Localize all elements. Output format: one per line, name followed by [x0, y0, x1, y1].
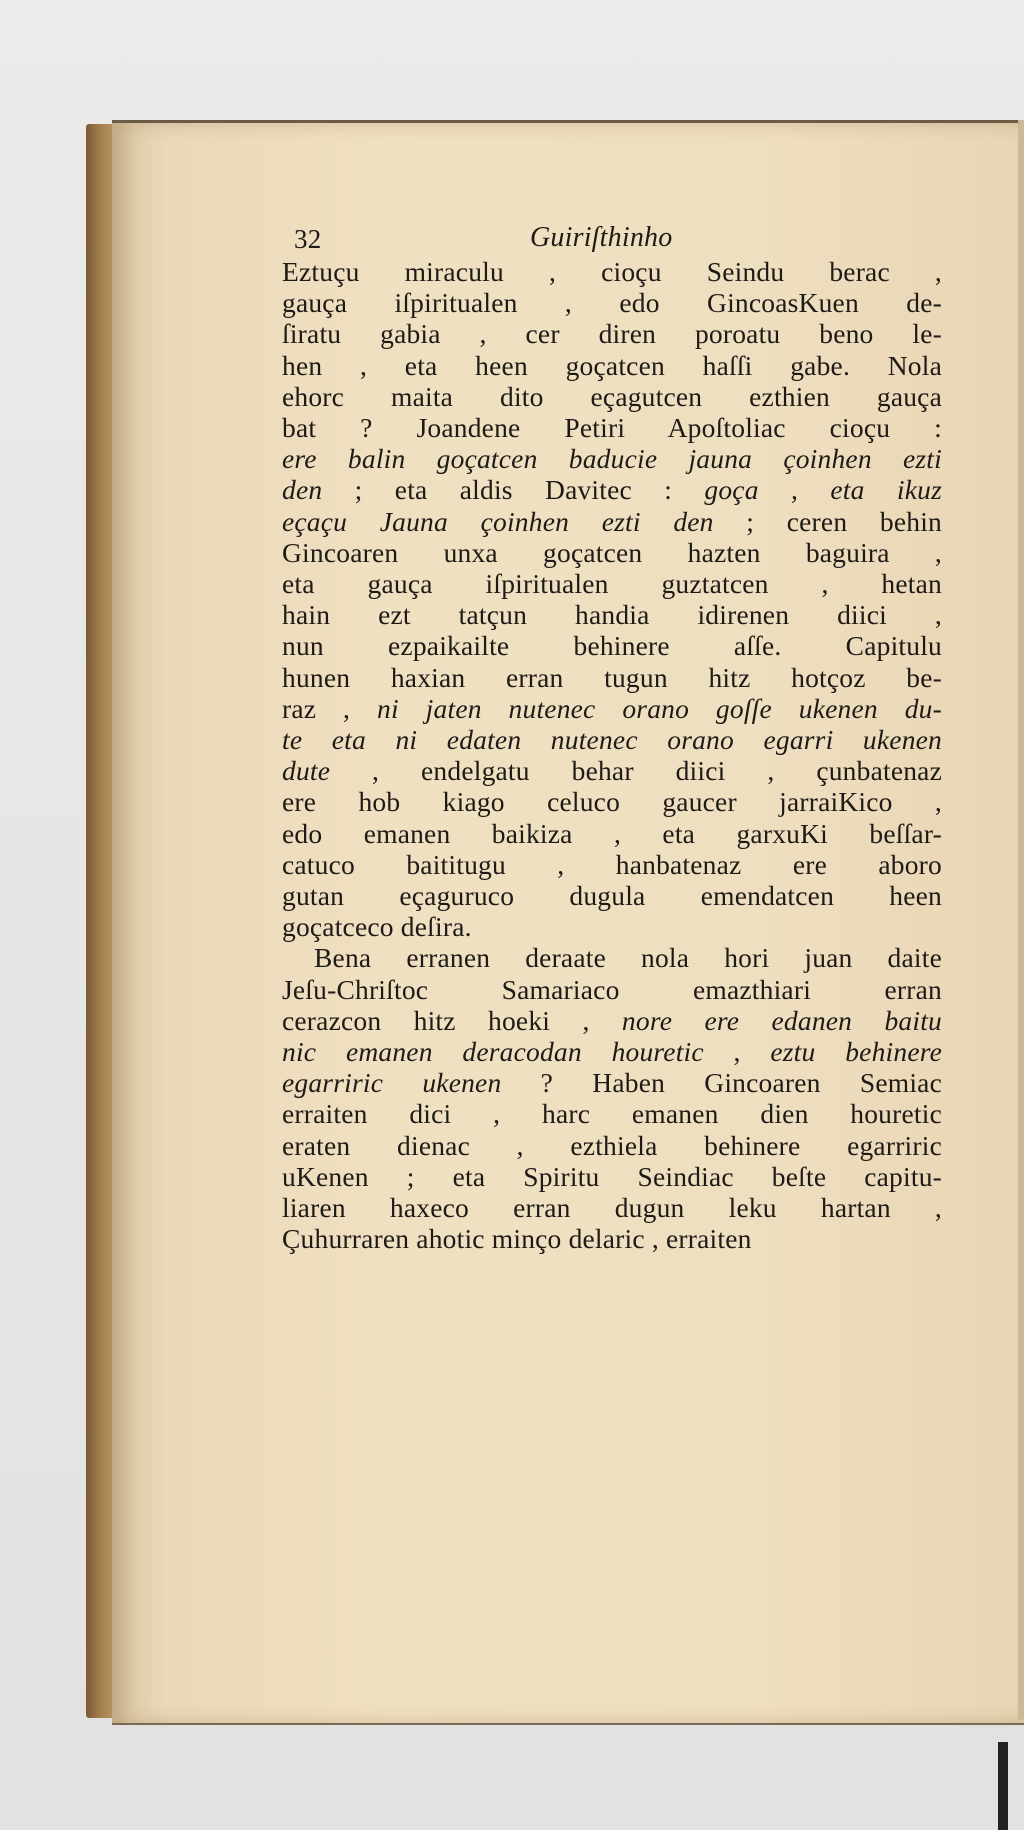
- page-text: [282, 222, 942, 1255]
- roman-text: gauça iſpiritualen , edo GincoasKuen de-: [282, 287, 942, 319]
- roman-text: eraten dienac , ezthiela behinere egarriric: [282, 1129, 942, 1161]
- roman-text: erraiten dici , harc emanen dien houretic: [282, 1098, 942, 1130]
- roman-text: Gincoaren unxa goçatcen hazten baguira ,: [282, 536, 942, 568]
- roman-text: goçatceco deſira.: [282, 911, 472, 943]
- text-line: [282, 724, 942, 755]
- text-line: [282, 350, 942, 381]
- roman-text: ehorc maita dito eçagutcen ezthien gauça: [282, 380, 942, 412]
- text-line: [282, 1223, 942, 1254]
- roman-text: catuco baititugu , hanbatenaz ere aboro: [282, 848, 942, 880]
- text-line: [282, 1192, 942, 1223]
- roman-text: ,: [703, 1036, 771, 1068]
- roman-text: ? Haben Gincoaren Semiac: [501, 1067, 942, 1099]
- roman-text: Jeſu-Chriſtoc Samariaco emazthiari erran: [282, 973, 942, 1005]
- body-text: [282, 256, 942, 1255]
- italic-text: eztu behinere: [770, 1036, 943, 1068]
- roman-text: Eztuçu miraculu , cioçu Seindu berac ,: [282, 256, 942, 287]
- italic-text: dute: [282, 755, 331, 787]
- text-line: [282, 599, 942, 630]
- text-line: [282, 662, 942, 693]
- running-head: Guiriſthinho: [530, 222, 673, 253]
- roman-text: ſiratu gabia , cer diren poroatu beno le-: [282, 318, 942, 350]
- roman-text: bat ? Joandene Petiri Apoſtoliac cioçu :: [282, 412, 942, 444]
- text-line: [282, 911, 942, 942]
- text-line: [282, 1098, 942, 1129]
- text-line: [282, 818, 942, 849]
- text-line: [282, 1036, 942, 1067]
- roman-text: ere hob kiago celuco gaucer jarraiKico ,: [282, 786, 942, 818]
- roman-text: , endelgatu behar diici , çunbatenaz: [330, 755, 942, 787]
- text-line: [282, 256, 942, 287]
- text-line: [282, 880, 942, 911]
- italic-text: te eta ni edaten nutenec orano egarri ukenen: [282, 724, 942, 756]
- page-edge: [1018, 120, 1024, 1720]
- text-line: [282, 287, 942, 318]
- text-line: [282, 693, 942, 724]
- text-line: [282, 474, 942, 505]
- italic-text: den: [282, 474, 323, 506]
- bookmark-ribbon: [998, 1742, 1008, 1830]
- text-line: [282, 1067, 942, 1098]
- roman-text: uKenen ; eta Spiritu Seindiac beſte capitu-: [282, 1160, 942, 1192]
- text-line: [282, 381, 942, 412]
- text-line: [282, 1161, 942, 1192]
- text-line: [282, 537, 942, 568]
- text-line: [282, 755, 942, 786]
- roman-text: eta gauça iſpiritualen guztatcen , hetan: [282, 568, 942, 600]
- roman-text: hain ezt tatçun handia idirenen diici ,: [282, 599, 942, 631]
- roman-text: ; ceren behin: [713, 505, 942, 537]
- text-line: [282, 568, 942, 599]
- roman-text: edo emanen baikiza , eta garxuKi beſſar-: [282, 817, 942, 849]
- roman-text: ; eta aldis Davitec :: [322, 474, 705, 506]
- roman-text: hen , eta heen goçatcen haſſi gabe. Nola: [282, 349, 942, 381]
- text-line: [282, 443, 942, 474]
- italic-text: eçaçu Jauna çoinhen ezti den: [282, 505, 714, 537]
- text-line: [282, 1130, 942, 1161]
- text-line: [282, 1005, 942, 1036]
- text-line: [282, 942, 942, 973]
- page-number: 32: [294, 224, 322, 254]
- text-line: [282, 630, 942, 661]
- roman-text: cerazcon hitz hoeki ,: [282, 1004, 622, 1036]
- text-line: [282, 506, 942, 537]
- roman-text: liaren haxeco erran dugun leku hartan ,: [282, 1192, 942, 1224]
- italic-text: nore ere edanen baitu: [621, 1004, 943, 1036]
- roman-text: nun ezpaikailte behinere aſſe. Capitulu: [282, 630, 942, 662]
- text-line: [282, 849, 942, 880]
- text-line: [282, 786, 942, 817]
- roman-text: Bena erranen deraate nola hori juan daite: [314, 942, 942, 974]
- roman-text: hunen haxian erran tugun hitz hotçoz be-: [282, 661, 942, 693]
- text-line: [282, 318, 942, 349]
- roman-text: Çuhurraren ahotic minço delaric , erraiten: [282, 1223, 752, 1255]
- italic-text: ere balin goçatcen baducie jauna çoinhen ezti: [282, 443, 942, 475]
- roman-text: gutan eçaguruco dugula emendatcen heen: [282, 880, 942, 912]
- italic-text: egarriric ukenen: [282, 1067, 502, 1099]
- italic-text: goça , eta ikuz: [704, 474, 942, 506]
- text-line: [282, 974, 942, 1005]
- roman-text: raz ,: [282, 692, 378, 724]
- italic-text: ni jaten nutenec orano goſſe ukenen du-: [377, 692, 942, 724]
- page-header: [282, 222, 942, 256]
- italic-text: nic emanen deracodan houretic: [282, 1036, 704, 1068]
- text-line: [282, 412, 942, 443]
